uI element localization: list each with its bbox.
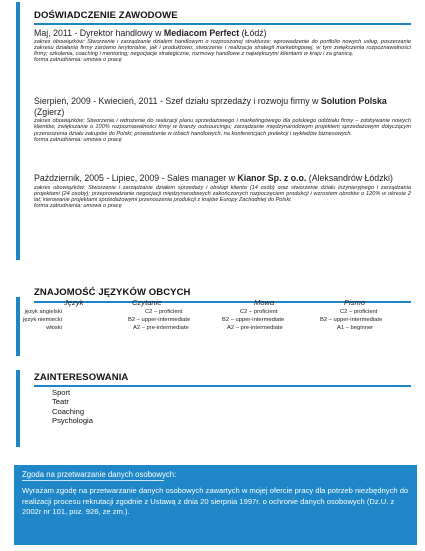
language-writing: A1 – beginner <box>337 325 374 331</box>
job-description <box>34 185 411 210</box>
consent-title-rule <box>22 480 164 481</box>
language-speaking: A2 – pre-intermediate <box>227 325 283 331</box>
language-reading: C2 – proficient <box>145 309 183 315</box>
language-reading: B2 – upper-intermediate <box>128 317 191 323</box>
company-name: Solution Polska <box>320 96 387 106</box>
interest-item: Coaching <box>52 406 85 416</box>
job-description <box>34 39 411 64</box>
col-header-speaking: Mowa <box>254 298 275 307</box>
accent-bar-interests <box>16 370 20 447</box>
consent-title: Zgoda na przetwarzanie danych osobowych: <box>22 470 177 479</box>
col-header-writing: Pismo <box>344 298 366 307</box>
job-duties: zakres obowiązków: Stworzenie i zarządzanie działem handlowym o rozproszonej strukturze; wprowadzenie do portfolio nowych usług, poszerzanie zakresu działania firmy zarówno terytorialne, jak i produktowo; stworzenie i realizacja strategii marketingowej, w tym zwiększenia rozpoznawalności firmy; szkolenia, coaching i mentoring; negocjacje strategiczne, rozmowy handlowe z największymi klientami w kraju i za granicą. <box>34 38 411 58</box>
language-name: język niemiecki <box>23 317 62 323</box>
language-reading: A2 – pre-intermediate <box>133 325 189 331</box>
col-header-language: Język <box>64 298 84 307</box>
col-header-reading: Czytanie <box>132 298 162 307</box>
job-entry <box>34 96 411 143</box>
job-heading: Sierpień, 2009 - Kwiecień, 2011 - Szef działu sprzedaży i rozwoju firmy w Solution Polska (Zgierz) <box>34 96 387 117</box>
language-speaking: C2 – proficient <box>240 309 278 315</box>
interests-list <box>52 388 93 425</box>
job-employment-form: forma zatrudnienia: umowa o pracę <box>34 57 122 64</box>
interest-item: Psychologia <box>52 415 93 425</box>
job-entry <box>34 173 411 210</box>
language-writing: B2 – upper-intermediate <box>320 317 383 323</box>
job-description <box>34 118 411 143</box>
language-speaking: B2 – upper-intermediate <box>222 317 285 323</box>
job-employment-form: forma zatrudnienia: umowa o pracę <box>34 203 122 210</box>
languages-section <box>23 282 411 352</box>
interest-item: Teatr <box>52 397 69 407</box>
job-heading: Maj, 2011 - Dyrektor handlowy w Mediacom Perfect (Łódź) <box>34 28 267 38</box>
consent-box <box>14 465 417 545</box>
accent-bar-experience <box>16 2 20 260</box>
interest-item: Sport <box>52 388 71 397</box>
experience-title: DOŚWIADCZENIE ZAWODOWE <box>34 10 178 21</box>
experience-title-rule <box>34 23 411 25</box>
job-duties: zakres obowiązków: Stworzenie i wdrożenie do realizacji planu sprzedażowego i marketingowego dla polskiego oddziału firmy – zdobywanie nowych klientów, zwiększanie o 100% rozpoznawalności firmy w branży outsourcingu; zarządzanie międzynarodowym projektem sprzedażowym dotyczącym przenoszenia działu zakupów do Polski; prowadzenie w izbach handlowych, na konferencjach prelekcji i wykładów biznesowych. <box>34 118 411 137</box>
job-heading: Październik, 2005 - Lipiec, 2009 - Sales manager w Kianor Sp. z o.o. (Aleksandrów Łódzki) <box>34 173 393 183</box>
language-writing: C2 – proficient <box>340 309 378 315</box>
consent-text: Wyrażam zgodę na przetwarzanie danych osobowych zawartych w mojej ofercie pracy dla potrzeb niezbędnych do realizacji procesu rekrutacji zgodnie z Ustawą z dnia 20 sierpnia 1997r. o ochronie danych osobowych (Dz.U. z 2002r nr 101, poz. 926, ze zm.). <box>22 486 409 517</box>
job-employment-form: forma zatrudnienia: umowa o pracę <box>34 136 122 143</box>
interests-title-rule <box>34 385 411 387</box>
company-name: Mediacom Perfect <box>163 28 240 38</box>
job-duties: zakres obowiązków: Stworzenie i zarządzanie działem sprzedaży i obsługi klienta (14 osób) oraz stworzenie działu inżynieryjnego i zarządzania projektami (24 osoby); przeprowadzanie negocjacji międzynarodowych zakończonych rozpoczęciem produkcji i wzrostem obrotów o 120% w okresie 2 lat; kierowanie projektami sprzedażowymi przenoszenia produkcji z krajów Europy Zachodniej do Polski. <box>34 184 411 204</box>
languages-title: ZNAJOMOŚĆ JĘZYKÓW OBCYCH <box>34 287 191 298</box>
interests-section <box>34 372 411 442</box>
accent-bar-languages <box>16 297 20 356</box>
company-name: Kianor Sp. z o.o. <box>237 173 307 183</box>
language-name: włoski <box>46 325 62 331</box>
language-name: język angielski <box>24 309 62 315</box>
job-entry <box>34 28 411 64</box>
interests-title: ZAINTERESOWANIA <box>34 372 129 383</box>
experience-section <box>34 10 411 250</box>
